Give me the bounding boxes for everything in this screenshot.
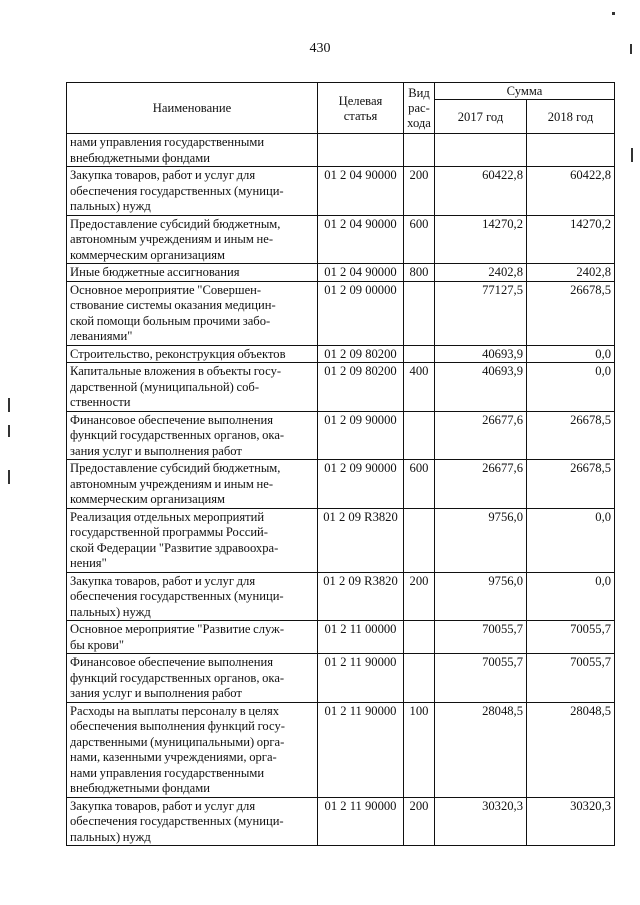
row-sum-2018: 70055,7 — [527, 654, 615, 703]
scan-mark — [631, 148, 633, 162]
row-name — [67, 264, 318, 282]
row-expense-type — [404, 508, 435, 572]
row-expense-type — [404, 654, 435, 703]
row-name — [67, 508, 318, 572]
row-target-article: 01 2 11 90000 — [318, 654, 404, 703]
budget-table — [66, 82, 615, 846]
table-body — [67, 134, 615, 846]
row-name — [67, 460, 318, 509]
table-row — [67, 572, 615, 621]
row-sum-2017: 40693,9 — [435, 345, 527, 363]
row-expense-type — [404, 621, 435, 654]
row-expense-type — [404, 411, 435, 460]
scan-mark — [630, 44, 632, 54]
row-sum-2017: 26677,6 — [435, 460, 527, 509]
row-expense-type: 600 — [404, 460, 435, 509]
table-row — [67, 411, 615, 460]
row-name-line: дарственной (муниципальной) соб- — [70, 379, 260, 394]
header-year-2018: 2018 год — [527, 100, 615, 134]
row-name-line: леваниями" — [70, 329, 133, 343]
row-name-line: зания услуг и выполнения работ — [70, 443, 242, 458]
table-row — [67, 264, 615, 282]
row-name-line: коммерческим организациям — [70, 247, 225, 262]
row-sum-2017: 70055,7 — [435, 621, 527, 654]
row-name — [67, 215, 318, 264]
row-sum-2017: 26677,6 — [435, 411, 527, 460]
header-target-article-line: Целевая — [338, 93, 383, 108]
row-sum-2018: 0,0 — [527, 508, 615, 572]
table-row — [67, 797, 615, 846]
row-expense-type — [404, 345, 435, 363]
header-expense-type-line: Вид — [408, 85, 430, 100]
row-name-line: ствование системы оказания медицин- — [70, 298, 276, 312]
row-name-line: Реализация отдельных мероприятий — [70, 509, 265, 524]
row-name-line: коммерческим организациям — [70, 492, 225, 506]
row-name-line: Закупка товаров, работ и услуг для — [70, 573, 256, 588]
row-target-article: 01 2 04 90000 — [318, 264, 404, 282]
row-target-article: 01 2 09 80200 — [318, 363, 404, 412]
row-name-line: Финансовое обеспечение выполнения — [70, 412, 274, 427]
row-sum-2018: 26678,5 — [527, 281, 615, 345]
row-sum-2018: 70055,7 — [527, 621, 615, 654]
row-name-line: Основное мероприятие "Развитие служ- — [70, 622, 285, 636]
row-name-line: ской Федерации "Развитие здравоохра- — [70, 540, 279, 555]
row-target-article: 01 2 04 90000 — [318, 167, 404, 216]
row-name-line: Расходы на выплаты персоналу в целях — [70, 703, 280, 718]
table-row — [67, 281, 615, 345]
row-name-line: внебюджетными фондами — [70, 781, 210, 795]
row-name-line: Основное мероприятие "Совершен- — [70, 282, 262, 297]
row-name — [67, 654, 318, 703]
row-sum-2017: 9756,0 — [435, 508, 527, 572]
row-sum-2018: 26678,5 — [527, 460, 615, 509]
row-name-line: Закупка товаров, работ и услуг для — [70, 168, 256, 182]
row-name-line: Предоставление субсидий бюджетным, — [70, 461, 281, 475]
row-name — [67, 134, 318, 167]
table-row — [67, 167, 615, 216]
header-target-article-line: статья — [343, 108, 378, 123]
row-name-line: нами управления государственными — [70, 765, 265, 780]
header-year-2017: 2017 год — [435, 100, 527, 134]
row-name — [67, 621, 318, 654]
row-target-article: 01 2 11 90000 — [318, 797, 404, 846]
row-name — [67, 345, 318, 363]
page-number: 430 — [309, 41, 331, 56]
header-expense-type-line: рас- — [408, 100, 430, 115]
scan-mark — [8, 398, 10, 412]
row-name-line: внебюджетными фондами — [70, 150, 210, 165]
scan-mark — [8, 425, 10, 437]
row-sum-2017: 2402,8 — [435, 264, 527, 282]
table-row — [67, 345, 615, 363]
row-target-article: 01 2 09 R3820 — [318, 508, 404, 572]
row-name — [67, 411, 318, 460]
row-name — [67, 702, 318, 797]
row-target-article: 01 2 04 90000 — [318, 215, 404, 264]
row-name — [67, 363, 318, 412]
row-sum-2018: 0,0 — [527, 363, 615, 412]
row-name-line: обеспечения государственных (муници- — [70, 589, 284, 603]
header-expense-type-line: хода — [407, 115, 431, 130]
row-expense-type: 400 — [404, 363, 435, 412]
row-sum-2017: 60422,8 — [435, 167, 527, 216]
row-sum-2018: 2402,8 — [527, 264, 615, 282]
table-row — [67, 654, 615, 703]
row-sum-2018: 60422,8 — [527, 167, 615, 216]
row-name-line: ской помощи больным прочими забо- — [70, 313, 271, 328]
row-name-line: пальных) нужд — [70, 829, 151, 844]
row-sum-2017: 9756,0 — [435, 572, 527, 621]
row-expense-type: 800 — [404, 264, 435, 282]
row-expense-type: 100 — [404, 702, 435, 797]
row-name-line: государственной программы Россий- — [70, 525, 268, 539]
row-sum-2018: 0,0 — [527, 572, 615, 621]
row-sum-2017: 28048,5 — [435, 702, 527, 797]
row-name — [67, 281, 318, 345]
header-target-article — [318, 83, 404, 134]
row-name-line: нами управления государственными — [70, 135, 265, 149]
table-row — [67, 621, 615, 654]
row-name-line: Иные бюджетные ассигнования — [70, 265, 240, 279]
row-name-line: дарственными (муниципальными) орга- — [70, 734, 285, 749]
row-target-article: 01 2 11 00000 — [318, 621, 404, 654]
row-name — [67, 167, 318, 216]
table-row — [67, 215, 615, 264]
row-sum-2018: 30320,3 — [527, 797, 615, 846]
row-sum-2017: 70055,7 — [435, 654, 527, 703]
row-sum-2017: 30320,3 — [435, 797, 527, 846]
row-name-line: автономным учреждениям и иным не- — [70, 476, 274, 491]
row-sum-2018 — [527, 134, 615, 167]
row-name-line: функций государственных органов, ока- — [70, 670, 285, 685]
header-name: Наименование — [67, 83, 318, 134]
row-sum-2018: 26678,5 — [527, 411, 615, 460]
row-name-line: Капитальные вложения в объекты госу- — [70, 364, 282, 378]
row-name-line: Финансовое обеспечение выполнения — [70, 655, 274, 669]
row-target-article: 01 2 09 80200 — [318, 345, 404, 363]
row-expense-type — [404, 281, 435, 345]
row-sum-2017: 14270,2 — [435, 215, 527, 264]
row-name-line: Предоставление субсидий бюджетным, — [70, 216, 281, 231]
row-name-line: ственности — [70, 395, 131, 409]
table-row — [67, 363, 615, 412]
row-target-article: 01 2 09 90000 — [318, 411, 404, 460]
row-name — [67, 572, 318, 621]
table-row — [67, 702, 615, 797]
row-target-article: 01 2 11 90000 — [318, 702, 404, 797]
row-name-line: Строительство, реконструкция объектов — [70, 346, 286, 361]
header-sum: Сумма — [435, 83, 615, 100]
row-target-article: 01 2 09 R3820 — [318, 572, 404, 621]
table-row — [67, 508, 615, 572]
row-name — [67, 797, 318, 846]
row-sum-2018: 14270,2 — [527, 215, 615, 264]
row-name-line: нами, казенными учреждениями, орга- — [70, 750, 277, 764]
row-expense-type — [404, 134, 435, 167]
row-name-line: пальных) нужд — [70, 199, 151, 213]
row-name-line: Закупка товаров, работ и услуг для — [70, 798, 256, 813]
header-expense-type — [404, 83, 435, 134]
row-expense-type: 200 — [404, 797, 435, 846]
row-target-article: 01 2 09 00000 — [318, 281, 404, 345]
row-name-line: обеспечения выполнения функций госу- — [70, 719, 285, 733]
row-name-line: нения" — [70, 556, 107, 570]
table-row — [67, 460, 615, 509]
row-sum-2017: 40693,9 — [435, 363, 527, 412]
row-name-line: автономным учреждениям и иным не- — [70, 232, 274, 246]
row-target-article — [318, 134, 404, 167]
scan-mark — [612, 12, 615, 15]
row-expense-type: 200 — [404, 167, 435, 216]
table-row — [67, 134, 615, 167]
row-name-line: функций государственных органов, ока- — [70, 428, 285, 442]
scan-mark — [8, 470, 10, 484]
row-name-line: пальных) нужд — [70, 604, 151, 619]
row-target-article: 01 2 09 90000 — [318, 460, 404, 509]
row-name-line: обеспечения государственных (муници- — [70, 814, 284, 828]
row-expense-type: 200 — [404, 572, 435, 621]
row-sum-2018: 28048,5 — [527, 702, 615, 797]
row-sum-2017: 77127,5 — [435, 281, 527, 345]
row-name-line: обеспечения государственных (муници- — [70, 183, 284, 198]
row-sum-2017 — [435, 134, 527, 167]
row-expense-type: 600 — [404, 215, 435, 264]
row-name-line: бы крови" — [70, 637, 125, 652]
row-name-line: зания услуг и выполнения работ — [70, 686, 242, 700]
row-sum-2018: 0,0 — [527, 345, 615, 363]
